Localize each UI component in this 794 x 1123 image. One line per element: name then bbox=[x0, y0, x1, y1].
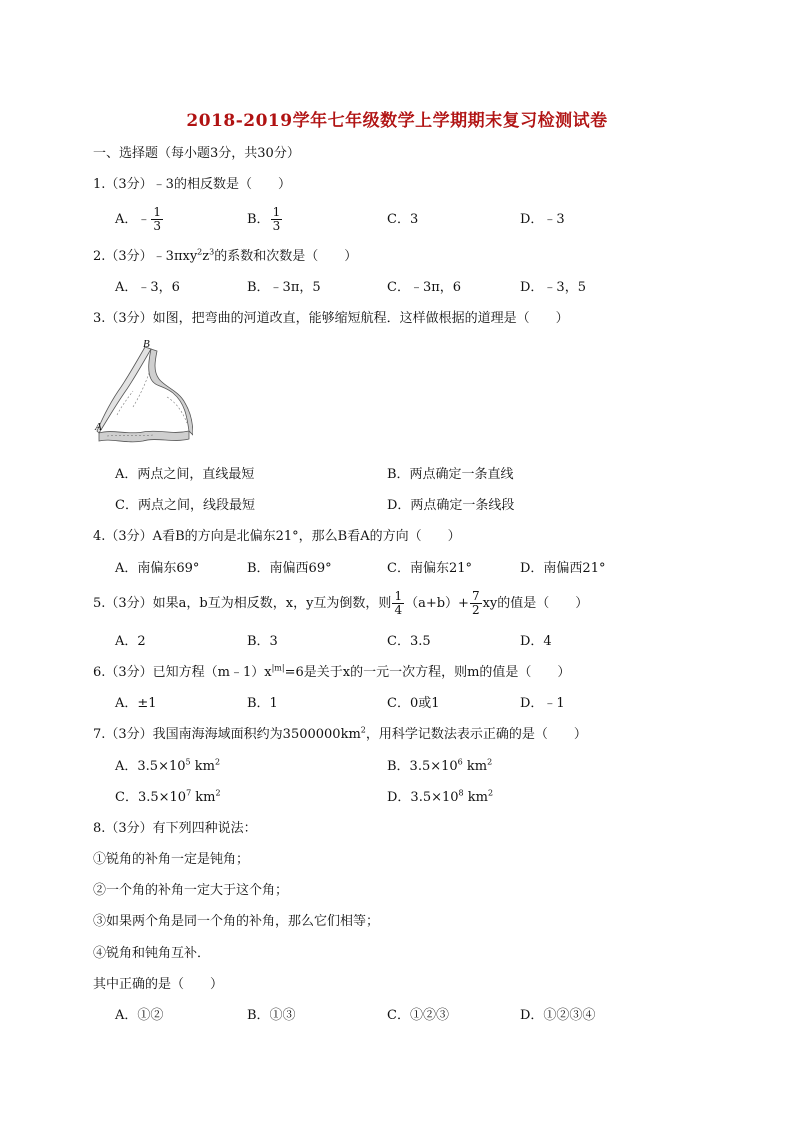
question-7-option-a[interactable]: A．$3.5\times 10^5$ $km^2$ bbox=[115, 757, 221, 774]
fraction-one-quarter: $\frac{1}{4}$ bbox=[394, 589, 403, 617]
fraction: $\frac{1}{3}$ bbox=[272, 205, 281, 233]
question-2-option-d[interactable]: D．﹣3，5 bbox=[520, 280, 586, 295]
figure-label-a: A bbox=[95, 421, 102, 433]
question-8-option-a[interactable]: A．①② bbox=[115, 1008, 164, 1023]
question-8-option-c[interactable]: C．①②③ bbox=[387, 1008, 449, 1023]
question-7-option-b[interactable]: B．$3.5\times 10^6$ $km^2$ bbox=[387, 757, 493, 774]
question-1-option-c[interactable]: C．3 bbox=[387, 212, 419, 227]
question-1-option-a[interactable]: A．﹣ $\frac{1}{3}$ bbox=[115, 205, 162, 233]
question-3-option-c[interactable]: C．两点之间，线段最短 bbox=[115, 498, 255, 513]
question-2-option-b[interactable]: B．﹣3π，5 bbox=[247, 280, 321, 295]
question-6-option-d[interactable]: D．﹣1 bbox=[520, 696, 565, 711]
question-4-option-b[interactable]: B．南偏西69° bbox=[247, 561, 332, 576]
question-4-option-c[interactable]: C．南偏东21° bbox=[387, 561, 472, 576]
page-title: 2018-2019学年七年级数学上学期期末复习检测试卷 bbox=[186, 111, 608, 131]
question-1-option-b[interactable]: B． $\frac{1}{3}$ bbox=[247, 205, 281, 233]
question-7-stem: 7.（3分）我国南海海域面积约为$3500000km^2$，用科学记数法表示正确的是（ ） bbox=[93, 725, 587, 742]
question-3-option-d[interactable]: D．两点确定一条线段 bbox=[387, 498, 515, 513]
question-5-stem: 5.（3分）如果a，b互为相反数，x，y互为倒数，则 $\frac{1}{4}$ （a+b）+ $\frac{7}{2}$ xy的值是（ ） bbox=[93, 589, 589, 617]
question-4-option-d[interactable]: D．南偏西21° bbox=[520, 561, 606, 576]
question-3-option-a[interactable]: A．两点之间，直线最短 bbox=[115, 467, 255, 482]
question-3-option-b[interactable]: B．两点确定一条直线 bbox=[387, 467, 514, 482]
question-8-prompt: 其中正确的是（ ） bbox=[93, 977, 224, 992]
figure-label-b: B bbox=[143, 338, 150, 350]
question-1-option-d[interactable]: D．﹣3 bbox=[520, 212, 565, 227]
statement-1: ①锐角的补角一定是钝角； bbox=[93, 852, 250, 867]
section-heading: 一、选择题（每小题3分，共30分） bbox=[93, 146, 300, 161]
question-5-option-c[interactable]: C．3.5 bbox=[387, 634, 431, 649]
fraction: $\frac{1}{3}$ bbox=[153, 205, 162, 233]
question-7-option-c[interactable]: C．$3.5\times 10^7$ $km^2$ bbox=[115, 788, 221, 805]
question-5-option-b[interactable]: B．3 bbox=[247, 634, 278, 649]
question-3-stem: 3.（3分）如图，把弯曲的河道改直，能够缩短航程．这样做根据的道理是（ ） bbox=[93, 311, 569, 326]
question-2-stem: 2.（3分）$﹣3\pi xy^2z^3$的系数和次数是（ ） bbox=[93, 247, 358, 264]
question-8-stem: 8.（3分）有下列四种说法： bbox=[93, 821, 257, 836]
question-5-option-d[interactable]: D．4 bbox=[520, 634, 552, 649]
question-1-stem: 1.（3分）﹣3的相反数是（ ） bbox=[93, 177, 291, 192]
question-5-option-a[interactable]: A．2 bbox=[115, 634, 146, 649]
statement-2: ②一个角的补角一定大于这个角； bbox=[93, 883, 289, 898]
question-2-option-c[interactable]: C．﹣3π，6 bbox=[387, 280, 462, 295]
question-4-option-a[interactable]: A．南偏东69° bbox=[115, 561, 200, 576]
river-figure bbox=[93, 337, 193, 455]
question-4-stem: 4.（3分）A看B的方向是北偏东21°，那么B看A的方向（ ） bbox=[93, 529, 461, 544]
question-7-option-d[interactable]: D．$3.5\times 10^8$ $km^2$ bbox=[387, 788, 494, 805]
question-8-option-b[interactable]: B．①③ bbox=[247, 1008, 296, 1023]
question-6-option-c[interactable]: C．0或1 bbox=[387, 696, 440, 711]
question-6-stem: 6.（3分）已知方程$(m﹣1)x^{|m|}=6$是关于x的一元一次方程，则m的值是（ ） bbox=[93, 663, 571, 680]
question-6-option-a[interactable]: A．±1 bbox=[115, 696, 157, 711]
fraction-seven-halves: $\frac{7}{2}$ bbox=[471, 589, 480, 617]
question-2-option-a[interactable]: A．﹣3，6 bbox=[115, 280, 180, 295]
statement-4: ④锐角和钝角互补． bbox=[93, 946, 211, 961]
statement-3: ③如果两个角是同一个角的补角，那么它们相等； bbox=[93, 914, 380, 929]
question-6-option-b[interactable]: B．1 bbox=[247, 696, 278, 711]
question-8-option-d[interactable]: D．①②③④ bbox=[520, 1008, 596, 1023]
